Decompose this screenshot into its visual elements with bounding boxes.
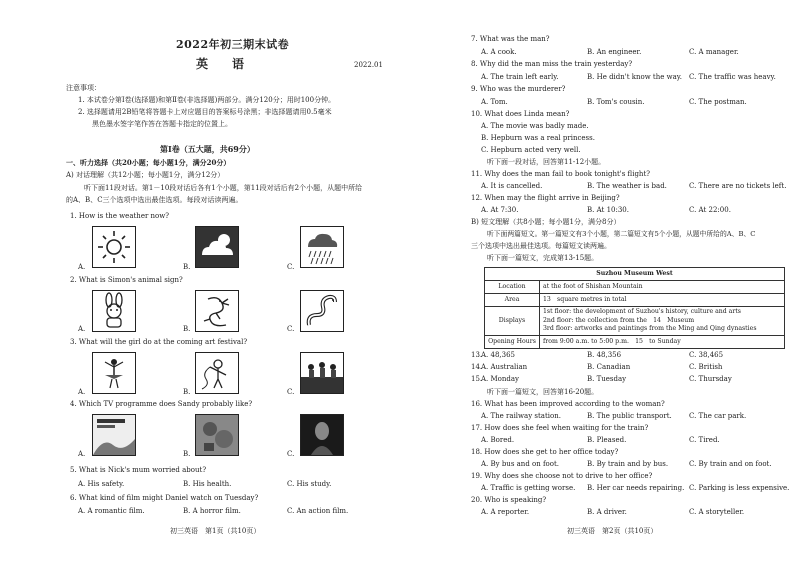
option[interactable]: A. Traffic is getting worse. (481, 484, 576, 492)
row-value: from 9:00 a.m. to 5:00 p.m. 15 to Sunday (540, 336, 785, 349)
option[interactable]: C. A storyteller. (689, 508, 745, 516)
question-5: 5. What is Nick's mum worried about? (70, 466, 207, 474)
question-2: 2. What is Simon's animal sign? (70, 276, 183, 284)
option-label[interactable]: A. (78, 325, 86, 333)
option[interactable]: C. An action film. (287, 507, 349, 515)
option-label[interactable]: C. (287, 450, 295, 458)
row-label: Location (485, 281, 540, 294)
notice-line: 黑色墨水签字笔作答在答题卡指定的位置上。 (92, 120, 232, 128)
option-label[interactable]: C. (287, 263, 295, 271)
question-19: 19. Why does she choose not to drive to her office? (471, 472, 653, 480)
option-label[interactable]: B. (183, 263, 191, 271)
section-a-heading: A) 对话理解（共12小题；每小题1分，满分12分） (66, 171, 225, 179)
option[interactable]: A. The train left early. (481, 73, 559, 81)
option[interactable]: C. Hepburn acted very well. (481, 146, 581, 154)
option[interactable]: C. The traffic was heavy. (689, 73, 776, 81)
question-14: 14. (471, 363, 483, 371)
option[interactable]: C. Tired. (689, 436, 720, 444)
option[interactable]: B. The weather is bad. (587, 182, 667, 190)
listening-instruction: 听下面一段对话，回答第11-12小题。 (487, 158, 606, 166)
option-label[interactable]: A. (78, 388, 86, 396)
table-row (485, 336, 785, 349)
option[interactable]: A. A romantic film. (78, 507, 145, 515)
option[interactable]: C. A manager. (689, 48, 739, 56)
ribbon-dancer-icon (195, 352, 239, 394)
option[interactable]: B. The public transport. (587, 412, 672, 420)
question-16: 16. What has been improved according to the woman? (471, 400, 665, 408)
row-label: Displays (485, 307, 540, 336)
row-value: 13 square metres in total (540, 294, 785, 307)
option-label[interactable]: A. (78, 263, 86, 271)
question-1: 1. How is the weather now? (70, 212, 169, 220)
option[interactable]: B. Tom's cousin. (587, 98, 645, 106)
question-6: 6. What kind of film might Daniel watch on Tuesday? (70, 494, 259, 502)
poster-show-icon (92, 414, 136, 456)
option[interactable]: A. A cook. (481, 48, 517, 56)
option[interactable]: C. By train and on foot. (689, 460, 772, 468)
exam-date: 2022.01 (354, 61, 383, 69)
instruction-line: 三个选项中选出最佳选项。每篇短文读两遍。 (471, 242, 611, 250)
rain-cloud-icon (300, 226, 344, 268)
section-b-heading: B) 短文理解（共8小题；每小题1分，满分8分） (471, 218, 621, 226)
option[interactable]: B. Tuesday (587, 375, 627, 383)
option-label[interactable]: C. (287, 388, 295, 396)
option[interactable]: B. By train and by bus. (587, 460, 669, 468)
option[interactable]: A. Monday (481, 375, 520, 383)
option-label[interactable]: B. (183, 450, 191, 458)
rabbit-icon (92, 290, 136, 332)
question-9: 9. Who was the murderer? (471, 85, 566, 93)
table-row (485, 307, 785, 336)
question-8: 8. Why did the man miss the train yesterday? (471, 60, 633, 68)
option[interactable]: A. His safety. (78, 480, 125, 488)
question-10: 10. What does Linda mean? (471, 110, 570, 118)
option[interactable]: B. He didn't know the way. (587, 73, 683, 81)
dragon-icon (195, 290, 239, 332)
question-18: 18. How does she get to her office today? (471, 448, 619, 456)
option[interactable]: C. The car park. (689, 412, 747, 420)
painting-icon (195, 414, 239, 456)
exam-page-2 (397, 0, 794, 561)
option[interactable]: A. Tom. (481, 98, 508, 106)
instruction-line: 听下面两篇短文。第一篇短文有3个小题，第二篇短文有5个小题，从题中所给的A、B、C (487, 230, 756, 238)
ballet-dancer-icon (92, 352, 136, 394)
question-11: 11. Why does the man fail to book tonight's flight? (471, 170, 651, 178)
page-footer: 初三英语 第1页（共10页） (170, 527, 261, 535)
notice-heading: 注意事项： (66, 84, 101, 92)
option[interactable]: A. The railway station. (481, 412, 561, 420)
option[interactable]: B. Hepburn was a real princess. (481, 134, 595, 142)
row-label: Area (485, 294, 540, 307)
snake-icon (300, 290, 344, 332)
question-3: 3. What will the girl do at the coming art festival? (70, 338, 248, 346)
table-header: Suzhou Museum West (485, 268, 785, 281)
option[interactable]: C. At 22:00. (689, 206, 731, 214)
table-row (485, 294, 785, 307)
table-row (485, 281, 785, 294)
row-value: at the foot of Shishan Mountain (540, 281, 785, 294)
option[interactable]: A. At 7:30. (481, 206, 519, 214)
option[interactable]: A. Australian (481, 363, 528, 371)
option-label[interactable]: A. (78, 450, 86, 458)
exam-title: 2022年初三期末试卷 (176, 38, 290, 51)
row-value: 1st floor: the development of Suzhou's history, culture and arts (543, 308, 741, 315)
option[interactable]: B. An engineer. (587, 48, 642, 56)
question-20: 20. Who is speaking? (471, 496, 547, 504)
listening-instruction: 听下面一篇短文，回答第16-20题。 (487, 388, 599, 396)
row-value: 3rd floor: artworks and paintings from the Ming and Qing dynasties (543, 325, 757, 333)
question-12: 12. When may the flight arrive in Beijing? (471, 194, 620, 202)
option[interactable]: A. Bored. (481, 436, 515, 444)
option[interactable]: B. Pleased. (587, 436, 627, 444)
notice-line: 1. 本试卷分第Ⅰ卷(选择题)和第Ⅱ卷(非选择题)两部分。满分120分；用时100分钟。 (78, 96, 336, 104)
option[interactable]: A. The movie was badly made. (481, 122, 589, 130)
option[interactable]: B. A horror film. (183, 507, 241, 515)
row-value: 2nd floor: the collection from the 14 Museum (543, 316, 695, 324)
part-heading: 第Ⅰ卷（五大题，共69分） (160, 144, 255, 154)
museum-table (484, 267, 785, 349)
question-13: 13. (471, 351, 483, 359)
option[interactable]: B. A driver. (587, 508, 627, 516)
page-footer: 初三英语 第2页（共10页） (567, 527, 658, 535)
option[interactable]: C. 38,465 (689, 351, 724, 359)
option[interactable]: A. It is cancelled. (481, 182, 543, 190)
option[interactable]: C. The postman. (689, 98, 747, 106)
dark-poster-icon (300, 414, 344, 456)
option-label[interactable]: B. (183, 388, 191, 396)
cloud-icon (195, 226, 239, 268)
band-icon (300, 352, 344, 394)
listening-instruction: 听下面一篇短文，完成第13-15题。 (487, 254, 599, 262)
subject-title: 英 语 (196, 57, 251, 71)
option[interactable]: C. Parking is less expensive. (689, 484, 790, 492)
option[interactable]: C. British (689, 363, 723, 371)
option-label[interactable]: B. (183, 325, 191, 333)
option[interactable]: B. Canadian (587, 363, 631, 371)
question-15: 15. (471, 375, 483, 383)
option[interactable]: B. His health. (183, 480, 232, 488)
question-17: 17. How does she feel when waiting for the train? (471, 424, 649, 432)
option[interactable]: B. At 10:30. (587, 206, 629, 214)
instruction-line: 听下面11段对话。第1－10段对话后各有1个小题，第11段对话后有2个小题，从题中所给 (84, 184, 363, 192)
option[interactable]: C. There are no tickets left. (689, 182, 787, 190)
question-4: 4. Which TV programme does Sandy probably like? (70, 400, 253, 408)
row-label: Opening Hours (485, 336, 540, 349)
option[interactable]: C. Thursday (689, 375, 732, 383)
sun-icon (92, 226, 136, 268)
option-label[interactable]: C. (287, 325, 295, 333)
option[interactable]: A. By bus and on foot. (481, 460, 560, 468)
notice-line: 2. 选择题请用2B铅笔将答题卡上对应题目的答案标号涂黑；非选择题请用0.5毫米 (78, 108, 332, 116)
option[interactable]: A. A reporter. (481, 508, 530, 516)
option[interactable]: A. 48,365 (481, 351, 515, 359)
option[interactable]: C. His study. (287, 480, 332, 488)
option[interactable]: B. Her car needs repairing. (587, 484, 685, 492)
section-heading: 一、听力选择（共20小题；每小题1分，满分20分） (66, 158, 231, 167)
option[interactable]: B. 48,356 (587, 351, 622, 359)
question-7: 7. What was the man? (471, 35, 550, 43)
instruction-line: 的A、B、C三个选项中选出最佳选项。每段对话读两遍。 (66, 196, 243, 204)
